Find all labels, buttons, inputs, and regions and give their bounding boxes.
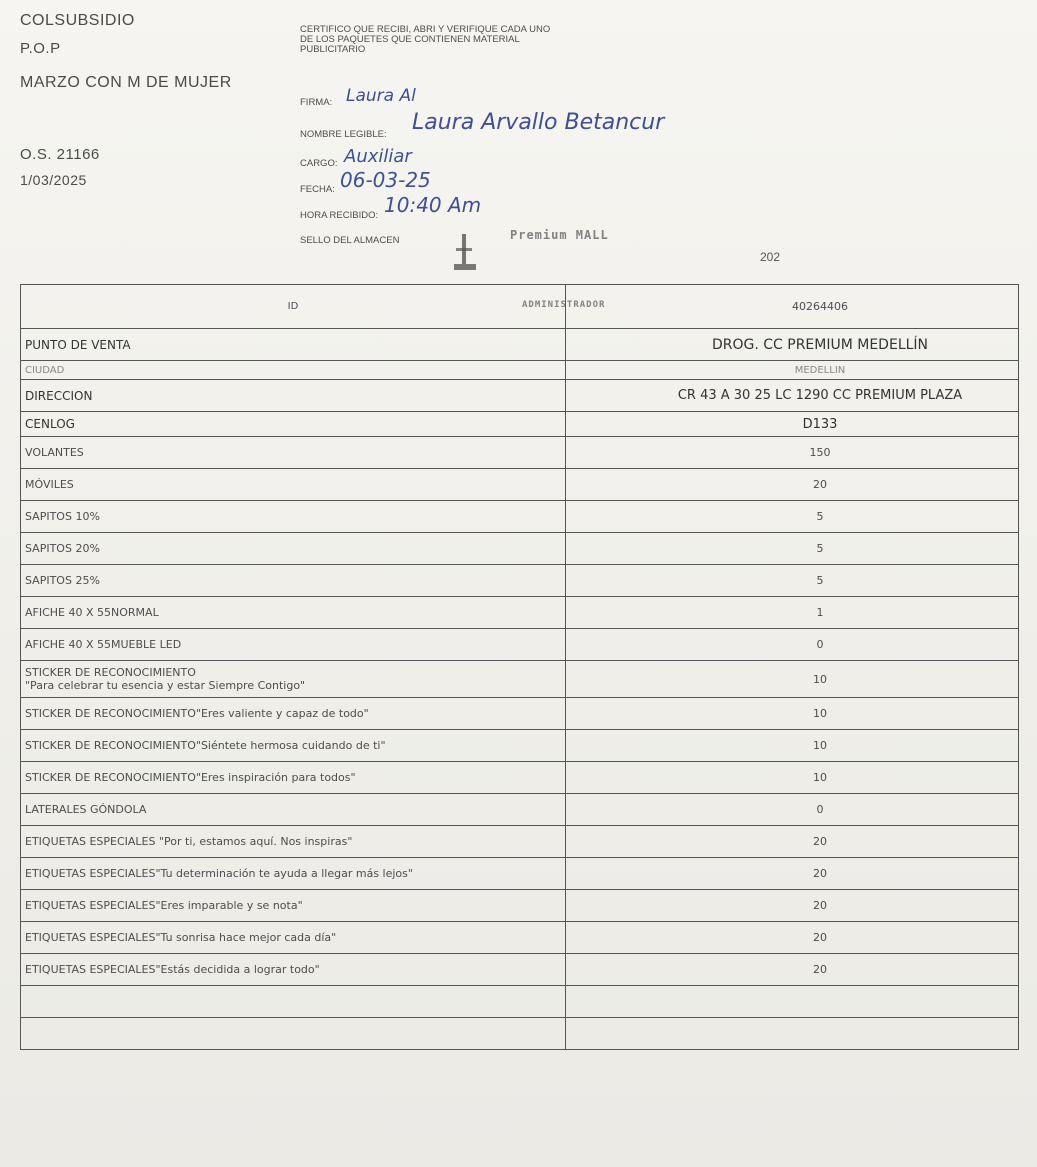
table-row: [21, 661, 1019, 698]
row-label: LATERALES GÓNDOLA: [21, 794, 566, 826]
stamp-text: Premium MALL: [510, 228, 609, 242]
row-label: PUNTO DE VENTA: [21, 329, 566, 361]
row-value: 5: [566, 501, 1019, 533]
row-label: DIRECCION: [21, 380, 566, 412]
row-value: 20: [566, 469, 1019, 501]
row-value: 150: [566, 437, 1019, 469]
materials-table: [20, 284, 1019, 1050]
row-label: ETIQUETAS ESPECIALES"Tu determinación te ayuda a llegar más lejos": [21, 858, 566, 890]
row-label: SAPITOS 10%: [21, 501, 566, 533]
row-value: MEDELLIN: [566, 361, 1019, 380]
row-value: 1: [566, 597, 1019, 629]
stamp-subtext: ADMINISTRADOR: [522, 300, 606, 310]
row-value: 20: [566, 922, 1019, 954]
table-row: [21, 698, 1019, 730]
hora-value: 10:40 Am: [384, 193, 482, 217]
row-value: CR 43 A 30 25 LC 1290 CC PREMIUM PLAZA: [566, 380, 1019, 412]
row-value: 0: [566, 629, 1019, 661]
row-label: ETIQUETAS ESPECIALES"Eres imparable y se nota": [21, 890, 566, 922]
table-row: [21, 922, 1019, 954]
table-row: [21, 794, 1019, 826]
row-value: 10: [566, 698, 1019, 730]
row-label: CIUDAD: [21, 361, 566, 380]
table-row: [21, 890, 1019, 922]
row-value: 5: [566, 565, 1019, 597]
order-date: 1/03/2025: [20, 172, 87, 188]
certification-text: CERTIFICO QUE RECIBI, ABRI Y VERIFIQUE CADA UNO DE LOS PAQUETES QUE CONTIENEN MATERIAL PUBLICITARIO: [300, 24, 551, 55]
table-row: [21, 954, 1019, 986]
row-label: ETIQUETAS ESPECIALES "Por ti, estamos aquí. Nos inspiras": [21, 826, 566, 858]
row-label: STICKER DE RECONOCIMIENTO"Eres valiente y capaz de todo": [21, 698, 566, 730]
row-label: ETIQUETAS ESPECIALES"Estás decidida a lograr todo": [21, 954, 566, 986]
row-label: STICKER DE RECONOCIMIENTO"Siéntete hermosa cuidando de ti": [21, 730, 566, 762]
table-row: [21, 437, 1019, 469]
row-value: 20: [566, 858, 1019, 890]
row-label: ID: [21, 285, 566, 329]
row-label: MÓVILES: [21, 469, 566, 501]
cargo-value: Auxiliar: [344, 146, 412, 167]
firma-signature: Laura Al: [346, 86, 416, 106]
table-row: [21, 533, 1019, 565]
row-label: ETIQUETAS ESPECIALES"Tu sonrisa hace mejor cada día": [21, 922, 566, 954]
page-number: 202: [760, 250, 781, 264]
row-value: 5: [566, 533, 1019, 565]
row-label: VOLANTES: [21, 437, 566, 469]
row-label: AFICHE 40 X 55MUEBLE LED: [21, 629, 566, 661]
table-row: [21, 412, 1019, 437]
table-row-empty: [21, 986, 1019, 1018]
table-row: [21, 629, 1019, 661]
row-value: 10: [566, 661, 1019, 698]
empty-cell: [566, 986, 1019, 1018]
table-row: [21, 597, 1019, 629]
row-value: 10: [566, 762, 1019, 794]
fecha-value: 06-03-25: [340, 168, 431, 192]
row-value: DROG. CC PREMIUM MEDELLÍN: [566, 329, 1019, 361]
table-row: [21, 361, 1019, 380]
row-label: SAPITOS 20%: [21, 533, 566, 565]
row-value: 20: [566, 826, 1019, 858]
row-value: 40264406: [566, 285, 1019, 329]
table-row: [21, 285, 1019, 329]
fecha-label: FECHA:: [300, 184, 335, 195]
table-row: [21, 329, 1019, 361]
row-label-line1: STICKER DE RECONOCIMIENTO: [25, 666, 196, 679]
row-label: SAPITOS 25%: [21, 565, 566, 597]
store-stamp-icon: [450, 228, 480, 283]
empty-cell: [566, 1018, 1019, 1050]
sello-label: SELLO DEL ALMACEN: [300, 235, 400, 246]
row-value: D133: [566, 412, 1019, 437]
company-name: COLSUBSIDIO: [20, 12, 135, 29]
table-row: [21, 858, 1019, 890]
row-value: 20: [566, 954, 1019, 986]
cargo-label: CARGO:: [300, 158, 338, 169]
row-label: [21, 661, 566, 698]
table-row: [21, 826, 1019, 858]
table-row: [21, 565, 1019, 597]
empty-cell: [21, 986, 566, 1018]
row-label: AFICHE 40 X 55NORMAL: [21, 597, 566, 629]
nombre-value: Laura Arvallo Betancur: [412, 110, 665, 135]
table-row: [21, 730, 1019, 762]
row-label: CENLOG: [21, 412, 566, 437]
row-value: 20: [566, 890, 1019, 922]
row-value: 0: [566, 794, 1019, 826]
pop-label: P.O.P: [20, 40, 61, 57]
table-row: [21, 469, 1019, 501]
campaign-title: MARZO CON M DE MUJER: [20, 74, 232, 91]
table-row: [21, 501, 1019, 533]
firma-label: FIRMA:: [300, 97, 333, 108]
receipt-form: [300, 0, 760, 310]
table-row: [21, 762, 1019, 794]
table-row-empty: [21, 1018, 1019, 1050]
row-label: STICKER DE RECONOCIMIENTO"Eres inspiración para todos": [21, 762, 566, 794]
hora-label: HORA RECIBIDO:: [300, 210, 379, 221]
table-row: [21, 380, 1019, 412]
row-value: 10: [566, 730, 1019, 762]
row-label-line2: "Para celebrar tu esencia y estar Siempre Contigo": [25, 679, 306, 692]
order-number: O.S. 21166: [20, 146, 100, 163]
nombre-label: NOMBRE LEGIBLE:: [300, 129, 387, 140]
empty-cell: [21, 1018, 566, 1050]
